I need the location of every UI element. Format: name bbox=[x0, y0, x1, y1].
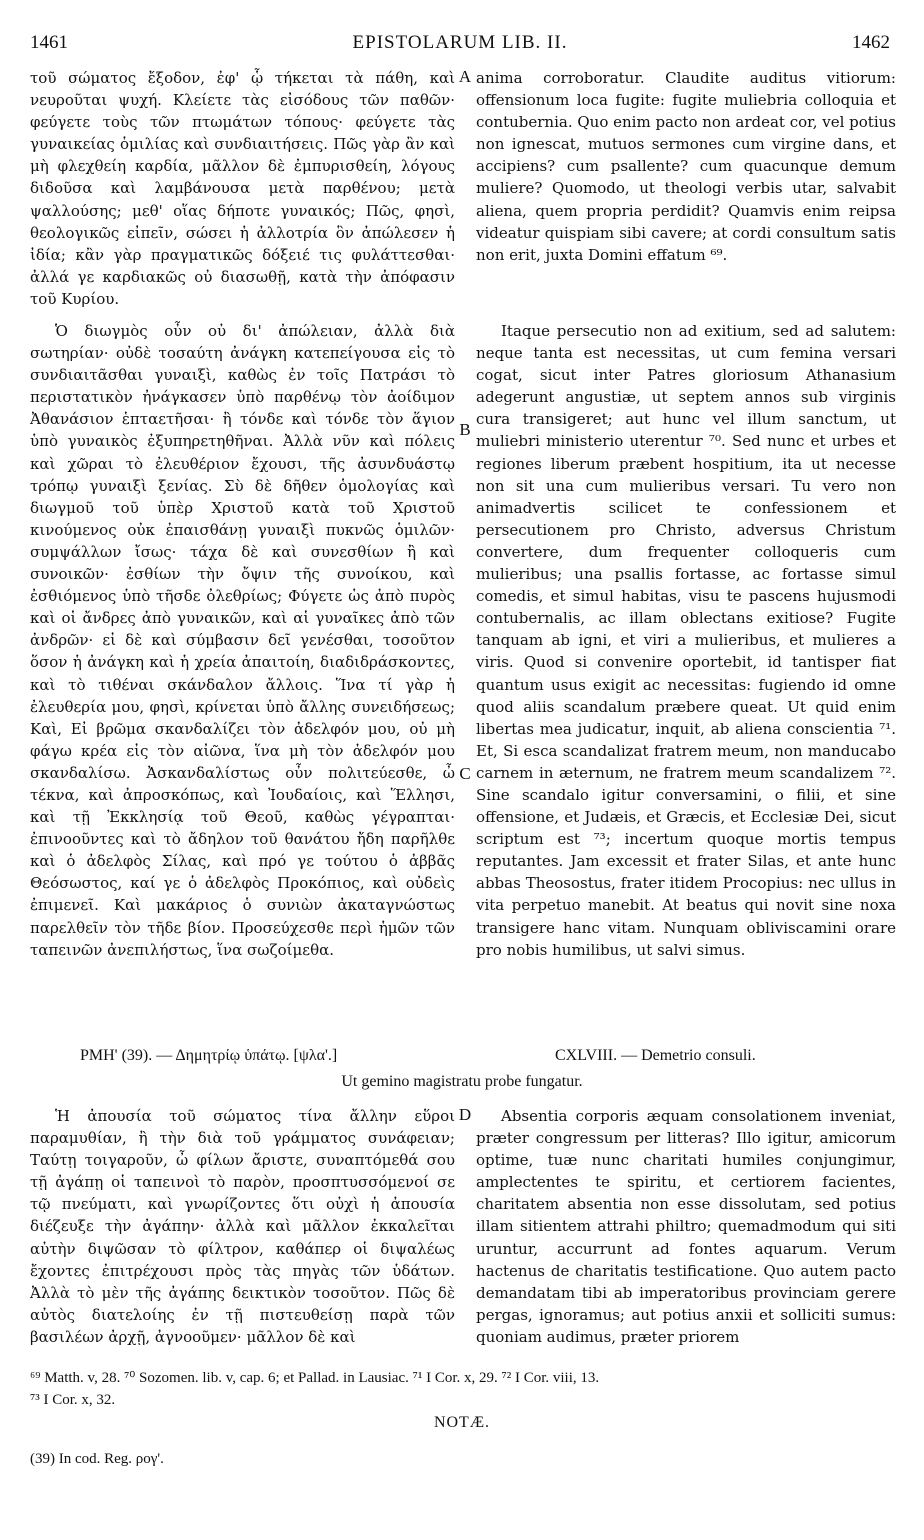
latin-paragraph: Absentia corporis æquam consolationem inveniat, præter congressum per litteras? Illo igitur, amicorum optime, tuæ nunc charitati humiles conjungimur, amplectentes te spiritu, et certiorem facientes, charitatem absentia non esse dissolutam, sed potius illam sitientem attrahi philtro; quemadmodum qui siti uruntur, accurrunt ad fontes aquarum. Verum hactenus de charitatis testificatione. Quo autem pacto demandatam tibi ab imperatoribus provinciam gerere pergas, ignoramus; aut potius anxii et solliciti sumus: quoniam audimus, præter priorem bbox=[476, 1107, 896, 1346]
greek-text-part3 bbox=[30, 1105, 455, 1348]
latin-letter-heading: CXLVIII. — Demetrio consuli. bbox=[555, 1047, 756, 1064]
footnote-line: ⁷³ I Cor. x, 32. bbox=[30, 1392, 116, 1408]
note-entry: (39) In cod. Reg. ρογ'. bbox=[30, 1451, 164, 1467]
greek-paragraph: τοῦ σώματος ἔξοδον, ἐφ' ᾧ τήκεται τὰ πάθη, καὶ νευροῦται ψυχή. Κλείετε τὰς εἰσόδους τῶν παθῶν· φεύγετε τοὺς τῶν πτωμάτων τόπους· φεύγετε τὰς γυναικείας ὁμιλίας καὶ συνδιαιτήσεις. Πῶς γὰρ ἂν καὶ μὴ φλεχθείη καρδία, μᾶλλον δὲ ἐμπυρισθείη, λόγους διδοῦσα καὶ λαμβάνουσα μετὰ παρθένου; μετὰ ψαλλούσης; μεθ' οἵας δήποτε γυναικός; Πῶς, φησὶ, θεολογικῶς εἰπεῖν, σώσει ἡ ἀλλοτρία ὃν ἀπώλεσεν ἡ ἰδία; κἂν γὰρ πραγματικῶς δόξειέ τις φυλάττεσθαι· ἀλλά γε καρδιακῶς οὐ διασωθῇ, κατὰ τὴν ἀπόφασιν τοῦ Κυρίου. bbox=[30, 69, 455, 308]
latin-paragraph: anima corroboratur. Claudite auditus vitiorum: offensionum loca fugite: fugite muliebria colloquia et contubernia. Quo enim pacto non ardeat cor, vel potius non ignescat, mutuos sermones cum virgine dans, et accipiens? cum psallente? cum quacunque demum muliere? Quomodo, ut theologi verbis utar, salvabit aliena, quem propria perdidit? Quamvis enim reipsa videatur quispiam sibi cavere; at cordi consultum satis non erit, juxta Domini effatum ⁶⁹. bbox=[476, 69, 896, 264]
greek-paragraph: Ὁ διωγμὸς οὖν οὐ δι' ἀπώλειαν, ἀλλὰ διὰ σωτηρίαν· οὐδὲ τοσαύτη ἀνάγκη κατεπείγουσα εἰς τὸ συνδιαιτᾶσθαι γυναιξὶ, καθὼς ἐν τοῖς Πατράσι τὸ περιστατικὸν ἠνάγκασεν ὑπὸ παρθένῳ τὸν ἀοίδιμον Ἀθανάσιον ἑπταετῆσαι· ἢ τόνδε καὶ τόνδε τὸν ἅγιον ὑπὸ γυναικὸς ἐξυπηρετηθῆναι. Ἀλλὰ νῦν καὶ πόλεις καὶ χῶραι τὸ ἐλευθέριον ἔχουσι, τῆς ἀσυνδυάστῳ τρόπῳ γυναιξὶ ξενίας. Σὺ δὲ δῆθεν ὁμολογίας καὶ διωγμοῦ τοῦ ὑπὲρ Χριστοῦ κατὰ τοῦ Χριστοῦ κινούμενος οὐκ ἐπαισθάνῃ γυναιξὶ πυκνῶς ὁμιλῶν· συμψάλλων ἴσως· τάχα δὲ καὶ συνεσθίων ἢ καὶ συνοικῶν· ἐσθίων τὴν ὄψιν τῆς συνοίκου, καὶ ἐσθιόμενος ὑπὸ τῆσδε ὀλεθρίως; Φύγετε ὡς ἀπὸ πυρὸς καὶ οἱ ἄνδρες ἀπὸ γυναικῶν, καὶ αἱ γυναῖκες ἀπὸ τῶν ἀνδρῶν· εἰ δὲ καὶ σύμβασιν δεῖ γενέσθαι, τοσοῦτον ὅσον ἡ ἀνάγκη καὶ ἡ χρεία ἀπαιτοίη, διαδιδράσκοντες, καὶ τὸ τιθέναι σκάνδαλον ἄλλοις. Ἵνα τί γὰρ ἡ ἐλευθερία μου, φησὶ, κρίνεται ὑπὸ ἄλλης συνειδήσεως; Καὶ, Εἰ βρῶμα σκανδαλίζει τὸν ἀδελφόν μου, οὐ μὴ φάγω κρέα εἰς τὸν αἰῶνα, ἵνα μὴ τὸν ἀδελφόν μου σκανδαλίσω. Ἀσκανδαλίστως οὖν πολιτεύεσθε, ὦ τέκνα, καὶ ἀπροσκόπως, καὶ Ἰουδαίοις, καὶ Ἕλλησι, καὶ τῇ Ἐκκλησίᾳ τοῦ Θεοῦ, καθὼς γέγραπται· ἐπινοοῦντες καὶ τὸ ἄδηλον τοῦ θανάτου ἤδη παρῆλθε καὶ ὁ ἀδελφὸς Σίλας, καὶ πρό γε τούτου ὁ ἀββᾶς Θεόσωστος, καί γε ὁ ἀδελφὸς Προκόπιος, καὶ οὐδεὶς ἐπιμενεῖ. Καὶ μακάριος ὁ συνιὼν ἀκαταγνώστως παρελθεῖν τὸν τῆδε βίον. Προσεύχεσθε περὶ ἡμῶν τῶν ταπεινῶν ἀνεπιλήστως, ἵνα σωζοίμεθα. bbox=[30, 322, 455, 959]
page-number-left: 1461 bbox=[30, 32, 68, 53]
margin-letter-a: A bbox=[458, 67, 472, 86]
greek-letter-heading: ΡΜΗ' (39). — Δημητρίῳ ὑπάτῳ. [ψλα'.] bbox=[80, 1047, 338, 1064]
page-header bbox=[30, 32, 890, 60]
margin-letter-c: C bbox=[459, 764, 471, 783]
notes-heading: NOTÆ. bbox=[433, 1414, 491, 1431]
page-number-right: 1462 bbox=[852, 32, 890, 53]
latin-paragraph: Itaque persecutio non ad exitium, sed ad salutem: neque tanta est necessitas, ut cum femina versari cogat, sicut inter Patres gloriosum Athanasium adegerunt angustiæ, ut septem annos sub virginis cura transigeret; aut hunc vel illum sanctum, ut muliebri ministerio uterentur ⁷⁰. Sed nunc et urbes et regiones liberum præbent hospitium, ita ut necesse non sit una cum mulieribus versari. Tu vero non animadvertis scilicet te confessionem et persecutionem pro Christo, adversus Christum convertere, dum frequenter colloqueris cum mulieribus; una psallis fortasse, ac fortasse simul comedis, et simul habitas, visu te pascens hujusmodi contubernalis, ac illam oblectans exitiose? Fugite tanquam ab igni, et viri a mulieribus, et mulieres a viris. Quod si convenire oportebit, id tantisper fiat quantum usus exigit ac necessitas: fugiendo id omne quod aliis scandalum præbere queat. Ut quid enim libertas mea judicatur, inquit, ab aliena conscientia ⁷¹. Et, Si esca scandalizat fratrem meum, non manducabo carnem in æternum, ne fratrem meum scandalizem ⁷². Sine scandalo igitur conversamini, o filii, et sine offensione, et Judæis, et Græcis, et Ecclesiæ Dei, sicut scriptum est ⁷³; incertum quoque mortis tempus reputantes. Jam excessit et frater Silas, et ante hunc abbas Theosostus, frater itidem Procopius: nec ullus in vita perpetuo manebit. At beatus qui novit sine noxa transigere hanc vitam. Nunquam obliviscamini orare pro nobis humilibus, ut salvi simus. bbox=[476, 322, 896, 959]
latin-text-part3 bbox=[476, 1105, 896, 1348]
latin-text-part2 bbox=[476, 320, 896, 961]
footnote-line: ⁶⁹ Matth. v, 28. ⁷⁰ Sozomen. lib. v, cap. 6; et Pallad. in Lausiac. ⁷¹ I Cor. x, 29. ⁷² I Cor. viii, 13. bbox=[30, 1370, 600, 1386]
greek-text-part2 bbox=[30, 320, 455, 961]
greek-text-part1 bbox=[30, 67, 455, 310]
greek-paragraph: Ἡ ἀπουσία τοῦ σώματος τίνα ἄλλην εὕροι παραμυθίαν, ἢ τὴν διὰ τοῦ γράμματος συνάφειαν; Ταύτῃ τοιγαροῦν, ὦ φίλων ἄριστε, συναπτόμεθά σου τῇ ἀγάπῃ οἱ ταπεινοὶ τὸ παρὸν, προσπτυσσόμενοί σε τῷ πνεύματι, καὶ γνωρίζοντες ὅτι οὐχὶ ἡ ἀπουσία διέζευξε τὴν ἀγάπην· ἀλλὰ καὶ μᾶλλον ἐκκαλεῖται αὐτὴν διψῶσαν τὸ φίλτρον, καθάπερ οἱ διψαλέως ἔχοντες ἐπιτρέχουσι πρὸς τὰς πηγὰς τῶν ὑδάτων. Ἀλλὰ τὸ μὲν τῆς ἀγάπης δεικτικὸν τοσοῦτον. Πῶς δὲ αὐτὸς διατελοίης ἐν τῇ πιστευθείσῃ παρὰ τῶν βασιλέων ἀρχῇ, ἀγνοοῦμεν· μᾶλλον δὲ καὶ bbox=[30, 1107, 455, 1346]
footnotes bbox=[30, 1367, 900, 1411]
latin-text-part1 bbox=[476, 67, 896, 266]
margin-letter-b: B bbox=[459, 420, 471, 439]
running-title: EPISTOLARUM LIB. II. bbox=[352, 32, 568, 53]
margin-letter-d: D bbox=[458, 1105, 472, 1124]
letter-subtitle: Ut gemino magistratu probe fungatur. bbox=[341, 1073, 583, 1090]
